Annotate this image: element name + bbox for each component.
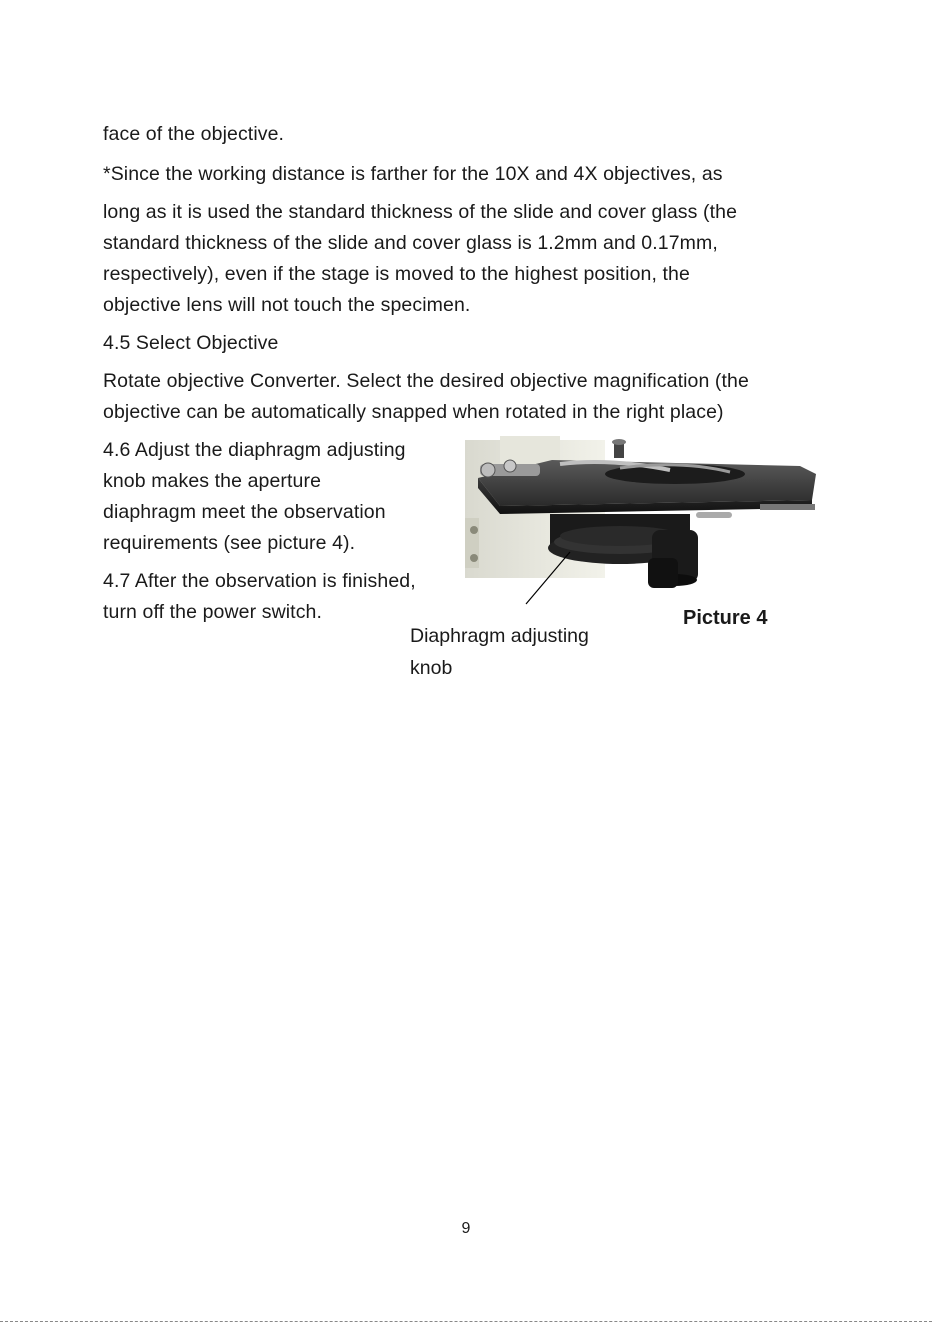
page-bottom-divider xyxy=(0,1321,932,1322)
text-line: Rotate objective Converter. Select the desired objective magnification (the xyxy=(103,370,749,392)
microscope-stage-image xyxy=(460,430,820,610)
text-line: knob makes the aperture xyxy=(103,470,322,492)
text-line: requirements (see picture 4). xyxy=(103,532,356,554)
page-number: 9 xyxy=(461,1220,471,1237)
figure-callout: Diaphragm adjusting xyxy=(410,625,589,647)
section-heading: 4.5 Select Objective xyxy=(103,332,279,354)
text-line: respectively), even if the stage is moved to the highest position, the xyxy=(103,263,690,285)
text-line: objective lens will not touch the specimen. xyxy=(103,294,471,316)
text-line: 4.7 After the observation is finished, xyxy=(103,570,416,592)
text-line: diaphragm meet the observation xyxy=(103,501,386,523)
text-line: long as it is used the standard thickness of the slide and cover glass (the xyxy=(103,201,738,223)
text-line: 4.6 Adjust the diaphragm adjusting xyxy=(103,439,406,461)
text-line: *Since the working distance is farther for the 10X and 4X objectives, as xyxy=(103,163,723,185)
text-line: turn off the power switch. xyxy=(103,601,323,623)
figure-title: Picture 4 xyxy=(683,607,768,629)
text-line: standard thickness of the slide and cover glass is 1.2mm and 0.17mm, xyxy=(103,232,718,254)
figure-callout: knob xyxy=(410,657,453,679)
text-line: objective can be automatically snapped when rotated in the right place) xyxy=(103,401,724,423)
text-line: face of the objective. xyxy=(103,123,285,145)
